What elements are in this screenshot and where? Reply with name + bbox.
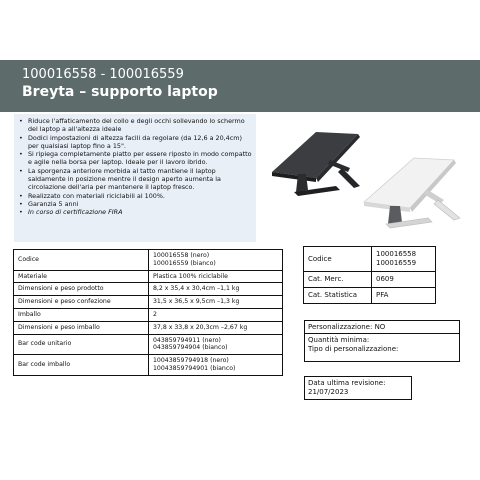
spec-row (14, 355, 283, 376)
revision-label: Data ultima revisione: (308, 379, 386, 387)
row-value: 043859794911 (nero) 043859794904 (bianco) (149, 334, 283, 355)
revision-box (304, 376, 412, 400)
minimum-quantity-label: Quantità minima: (308, 336, 370, 344)
row-value: PFA (372, 288, 436, 304)
black-laptop-stand-image (272, 132, 360, 196)
feature-item: • In corso di certificazione FIRA (18, 208, 252, 216)
white-laptop-stand-image (364, 158, 460, 228)
spec-row (14, 296, 283, 309)
row-value: 8,2 x 35,4 x 30,4cm –1,1 kg (149, 283, 283, 296)
row-label: Materiale (14, 270, 149, 283)
row-value: 31,5 x 36,5 x 9,5cm –1,3 kg (149, 296, 283, 309)
feature-item: • Riduce l'affaticamento del collo e degli occhi sollevando lo schermo del laptop a all'altezza ideale (18, 117, 252, 134)
row-label: Cat. Statistica (304, 288, 372, 304)
row-value: 2 (149, 308, 283, 321)
spec-row (14, 270, 283, 283)
product-title: Breyta – supporto laptop (22, 84, 218, 100)
row-value: 10043859794918 (nero) 10043859794901 (bianco) (149, 355, 283, 376)
row-label: Dimensioni e peso confezione (14, 296, 149, 309)
classification-table (303, 246, 436, 304)
row-label: Dimensioni e peso imballo (14, 321, 149, 334)
classification-row (304, 247, 436, 272)
feature-item: • Si ripiega completamente piatto per essere riposto in modo compatto e agile nella borsa per laptop. Ideale per il lavoro ibrido. (18, 150, 252, 167)
row-label: Codice (14, 250, 149, 271)
row-label: Bar code imballo (14, 355, 149, 376)
row-value: 37,8 x 33,8 x 20,3cm –2,67 kg (149, 321, 283, 334)
spec-row (14, 334, 283, 355)
row-label: Cat. Merc. (304, 272, 372, 288)
classification-row (304, 272, 436, 288)
row-label: Codice (304, 247, 372, 272)
feature-item: • Dodici impostazioni di altezza facili da regolare (da 12,6 a 20,4cm) per qualsiasi laptop fino a 15". (18, 134, 252, 151)
spec-row (14, 308, 283, 321)
feature-list-panel (14, 114, 256, 242)
revision-date: 21/07/2023 (308, 388, 349, 397)
row-label: Bar code unitario (14, 334, 149, 355)
spec-row (14, 283, 283, 296)
feature-item: • La sporgenza anteriore morbida al tatto mantiene il laptop saldamente in posizione mentre il design aperto aumenta la circolazione dell'aria per mantenere il laptop fresco. (18, 167, 252, 192)
personalization-type-label: Tipo di personalizzazione: (308, 345, 399, 354)
row-label: Dimensioni e peso prodotto (14, 283, 149, 296)
row-value: 100016558 (nero) 100016559 (bianco) (149, 250, 283, 271)
product-images (268, 120, 468, 230)
product-header (0, 60, 480, 112)
spec-row (14, 321, 283, 334)
feature-list (18, 117, 252, 217)
feature-item: • Realizzato con materiali riciclabili al 100%. (18, 192, 252, 200)
row-value: Plastica 100% riciclabile (149, 270, 283, 283)
specifications-table (13, 249, 283, 376)
feature-item: • Garanzia 5 anni (18, 200, 252, 208)
row-value: 0609 (372, 272, 436, 288)
product-codes: 100016558 - 100016559 (22, 67, 184, 82)
row-label: Imballo (14, 308, 149, 321)
spec-row (14, 250, 283, 271)
personalization-status: Personalizzazione: NO (304, 320, 460, 334)
row-value: 100016558 100016559 (372, 247, 436, 272)
classification-row (304, 288, 436, 304)
personalization-details (304, 334, 460, 362)
